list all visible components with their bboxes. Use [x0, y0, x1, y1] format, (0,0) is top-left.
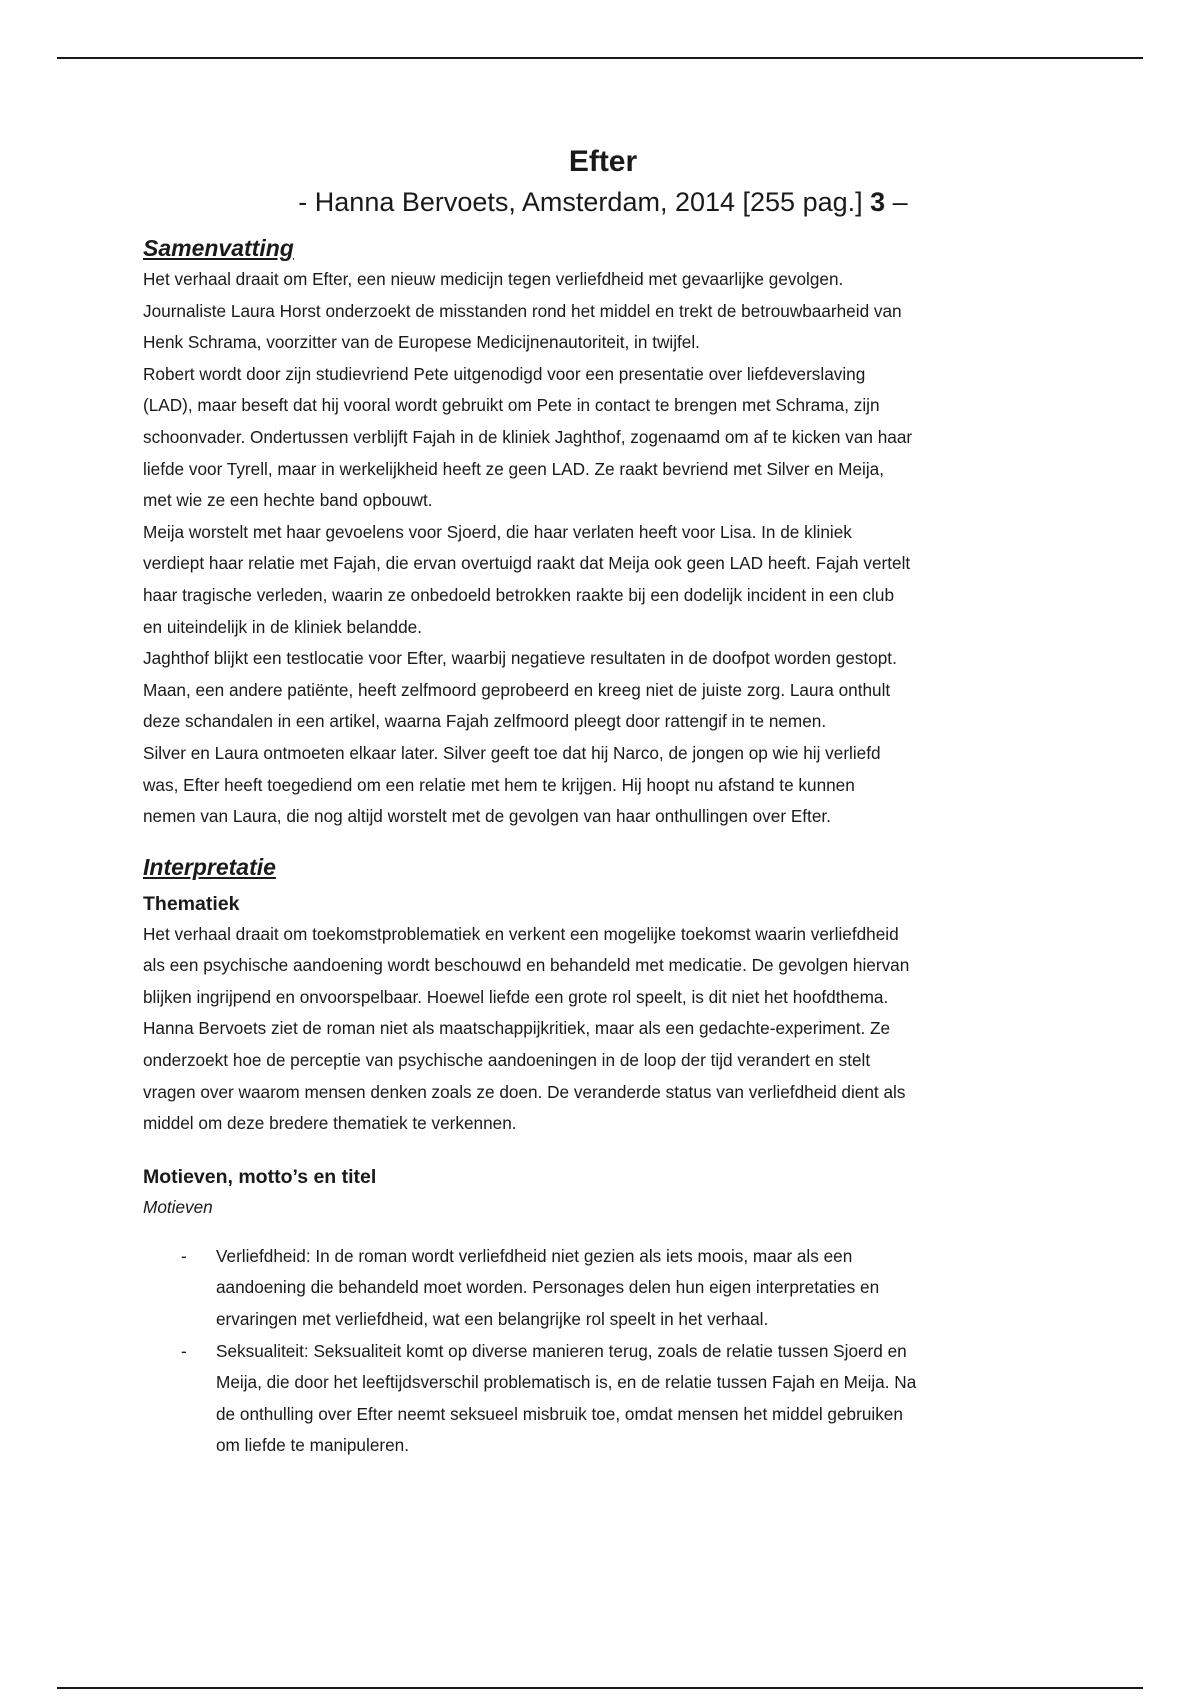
summary-line: nemen van Laura, die nog altijd worstelt met de gevolgen van haar onthullingen over Efter. — [143, 806, 831, 827]
thematiek-line: middel om deze bredere thematiek te verkennen. — [143, 1113, 517, 1134]
thematiek-line: als een psychische aandoening wordt beschouwd en behandeld met medicatie. De gevolgen hiervan — [143, 955, 910, 976]
summary-line: Journaliste Laura Horst onderzoekt de misstanden rond het middel en trekt de betrouwbaarheid van — [143, 300, 902, 321]
summary-line: liefde voor Tyrell, maar in werkelijkheid heeft ze geen LAD. Ze raakt bevriend met Silver en Meija, — [143, 458, 885, 479]
thematiek-line: onderzoekt hoe de perceptie van psychische aandoeningen in de loop der tijd verandert en stelt — [143, 1050, 871, 1071]
subtitle-rating: 3 — [870, 187, 886, 217]
thematiek-line: Hanna Bervoets ziet de roman niet als maatschappijkritiek, maar als een gedachte-experiment. Ze — [143, 1018, 891, 1039]
motieven-list — [143, 1241, 1063, 1462]
interpretation-heading: Interpretatie — [143, 853, 276, 880]
subtitle-end: – — [885, 187, 908, 217]
summary-line: haar tragische verleden, waarin ze onbedoeld betrokken raakte bij een dodelijk incident in een club — [143, 584, 895, 605]
summary-line: (LAD), maar beseft dat hij vooral wordt gebruikt om Pete in contact te brengen met Schrama, zijn — [143, 395, 880, 416]
thematiek-text — [143, 919, 1063, 1140]
list-item — [143, 1241, 1063, 1336]
summary-line: Robert wordt door zijn studievriend Pete uitgenodigd voor een presentatie over liefdeverslaving — [143, 363, 866, 384]
summary-line: Henk Schrama, voorzitter van de Europese Medicijnenautoriteit, in twijfel. — [143, 332, 700, 353]
thematiek-line: Het verhaal draait om toekomstproblematiek en verkent een mogelijke toekomst waarin verliefdheid — [143, 923, 899, 944]
list-item — [143, 1336, 1063, 1462]
motieven-heading: Motieven, motto’s en titel — [143, 1165, 377, 1188]
motieven-subheading: Motieven — [143, 1196, 213, 1217]
list-item-line: Seksualiteit: Seksualiteit komt op diverse manieren terug, zoals de relatie tussen Sjoerd en — [216, 1340, 907, 1361]
summary-line: met wie ze een hechte band opbouwt. — [143, 490, 433, 511]
summary-line: deze schandalen in een artikel, waarna Fajah zelfmoord pleegt door rattengif in te nemen. — [143, 711, 827, 732]
list-item-line: Verliefdheid: In de roman wordt verliefdheid niet gezien als iets moois, maar als een — [216, 1245, 853, 1266]
thematiek-line: blijken ingrijpend en onvoorspelbaar. Hoewel liefde een grote rol speelt, is dit niet het hoofdthema. — [143, 986, 889, 1007]
thematiek-heading: Thematiek — [143, 892, 240, 915]
header-rule — [57, 57, 1143, 59]
summary-line: schoonvader. Ondertussen verblijft Fajah in de kliniek Jaghthof, zogenaamd om af te kicken van haar — [143, 426, 913, 447]
summary-line: verdiept haar relatie met Fajah, die ervan overtuigd raakt dat Meija ook geen LAD heeft. Fajah vertelt — [143, 553, 911, 574]
subtitle-text: - Hanna Bervoets, Amsterdam, 2014 [255 pag.] — [298, 187, 871, 217]
document-body — [143, 142, 1063, 1462]
summary-line: Jaghthof blijkt een testlocatie voor Efter, waarbij negatieve resultaten in de doofpot worden gestopt. — [143, 648, 897, 669]
summary-heading: Samenvatting — [143, 235, 294, 261]
list-item-line: aandoening die behandeld moet worden. Personages delen hun eigen interpretaties en — [216, 1277, 880, 1298]
summary-line: Het verhaal draait om Efter, een nieuw medicijn tegen verliefdheid met gevaarlijke gevolgen. — [143, 269, 844, 289]
document-title: Efter — [568, 145, 638, 178]
summary-line: Meija worstelt met haar gevoelens voor Sjoerd, die haar verlaten heeft voor Lisa. In de kliniek — [143, 521, 852, 542]
list-item-line: ervaringen met verliefdheid, wat een belangrijke rol speelt in het verhaal. — [216, 1309, 769, 1330]
summary-text — [143, 264, 1063, 833]
list-item-line: Meija, die door het leeftijdsverschil problematisch is, en de relatie tussen Fajah en Meija. Na — [216, 1372, 917, 1393]
summary-line: Maan, een andere patiënte, heeft zelfmoord geprobeerd en kreeg niet de juiste zorg. Laura onthult — [143, 679, 891, 700]
summary-line: Silver en Laura ontmoeten elkaar later. Silver geeft toe dat hij Narco, de jongen op wie hij verliefd — [143, 742, 881, 763]
bullet-dash: - — [181, 1245, 187, 1266]
footer-rule — [57, 1687, 1143, 1689]
list-item-line: de onthulling over Efter neemt seksueel misbruik toe, omdat mensen het middel gebruiken — [216, 1403, 903, 1424]
summary-line: was, Efter heeft toegediend om een relatie met hem te krijgen. Hij hoopt nu afstand te kunnen — [143, 774, 855, 795]
bullet-dash: - — [181, 1340, 187, 1361]
summary-line: en uiteindelijk in de kliniek belandde. — [143, 616, 423, 637]
thematiek-line: vragen over waarom mensen denken zoals ze doen. De veranderde status van verliefdheid dient als — [143, 1081, 906, 1102]
document-subtitle — [143, 182, 1063, 222]
list-item-line: om liefde te manipuleren. — [216, 1435, 409, 1456]
